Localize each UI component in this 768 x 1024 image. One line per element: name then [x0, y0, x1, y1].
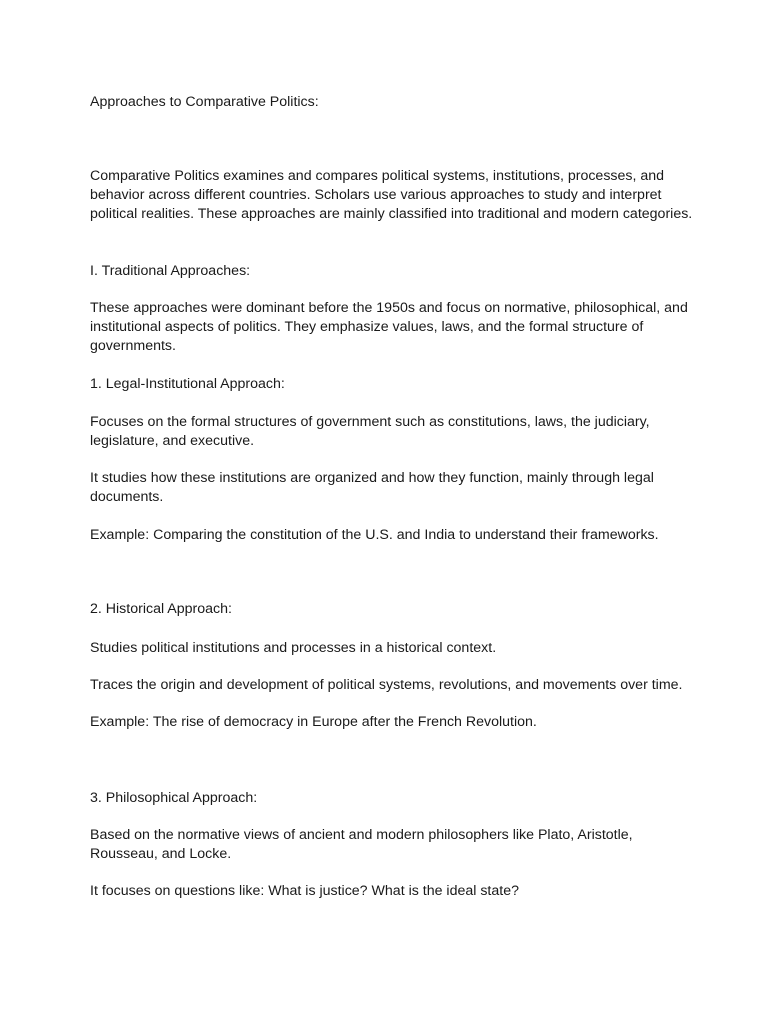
historical-point-1: Studies political institutions and processes in a historical context. [90, 640, 497, 656]
traditional-description: These approaches were dominant before the 1950s and focus on normative, philosophical, and institutional aspects of politics. They emphasize values, laws, and the formal structure of governments. [90, 300, 688, 354]
historical-heading: 2. Historical Approach: [90, 601, 232, 617]
philosophical-point-2: It focuses on questions like: What is justice? What is the ideal state? [90, 883, 519, 899]
legal-example: Example: Comparing the constitution of the U.S. and India to understand their frameworks. [90, 527, 659, 543]
historical-point-2: Traces the origin and development of political systems, revolutions, and movements over time. [90, 677, 683, 693]
traditional-heading: I. Traditional Approaches: [90, 263, 251, 279]
legal-point-1: Focuses on the formal structures of government such as constitutions, laws, the judiciary, legislature, and executive. [90, 414, 650, 449]
historical-example: Example: The rise of democracy in Europe after the French Revolution. [90, 714, 537, 730]
legal-heading: 1. Legal-Institutional Approach: [90, 376, 285, 392]
philosophical-heading: 3. Philosophical Approach: [90, 790, 258, 806]
legal-point-2: It studies how these institutions are organized and how they function, mainly through legal documents. [90, 470, 654, 505]
document-title: Approaches to Comparative Politics: [90, 94, 319, 110]
philosophical-point-1: Based on the normative views of ancient and modern philosophers like Plato, Aristotle, Rousseau, and Locke. [90, 827, 633, 862]
intro-paragraph: Comparative Politics examines and compares political systems, institutions, processes, and behavior across different countries. Scholars use various approaches to study and interpret political realities. These approaches are mainly classified into traditional and modern categories. [90, 168, 693, 222]
